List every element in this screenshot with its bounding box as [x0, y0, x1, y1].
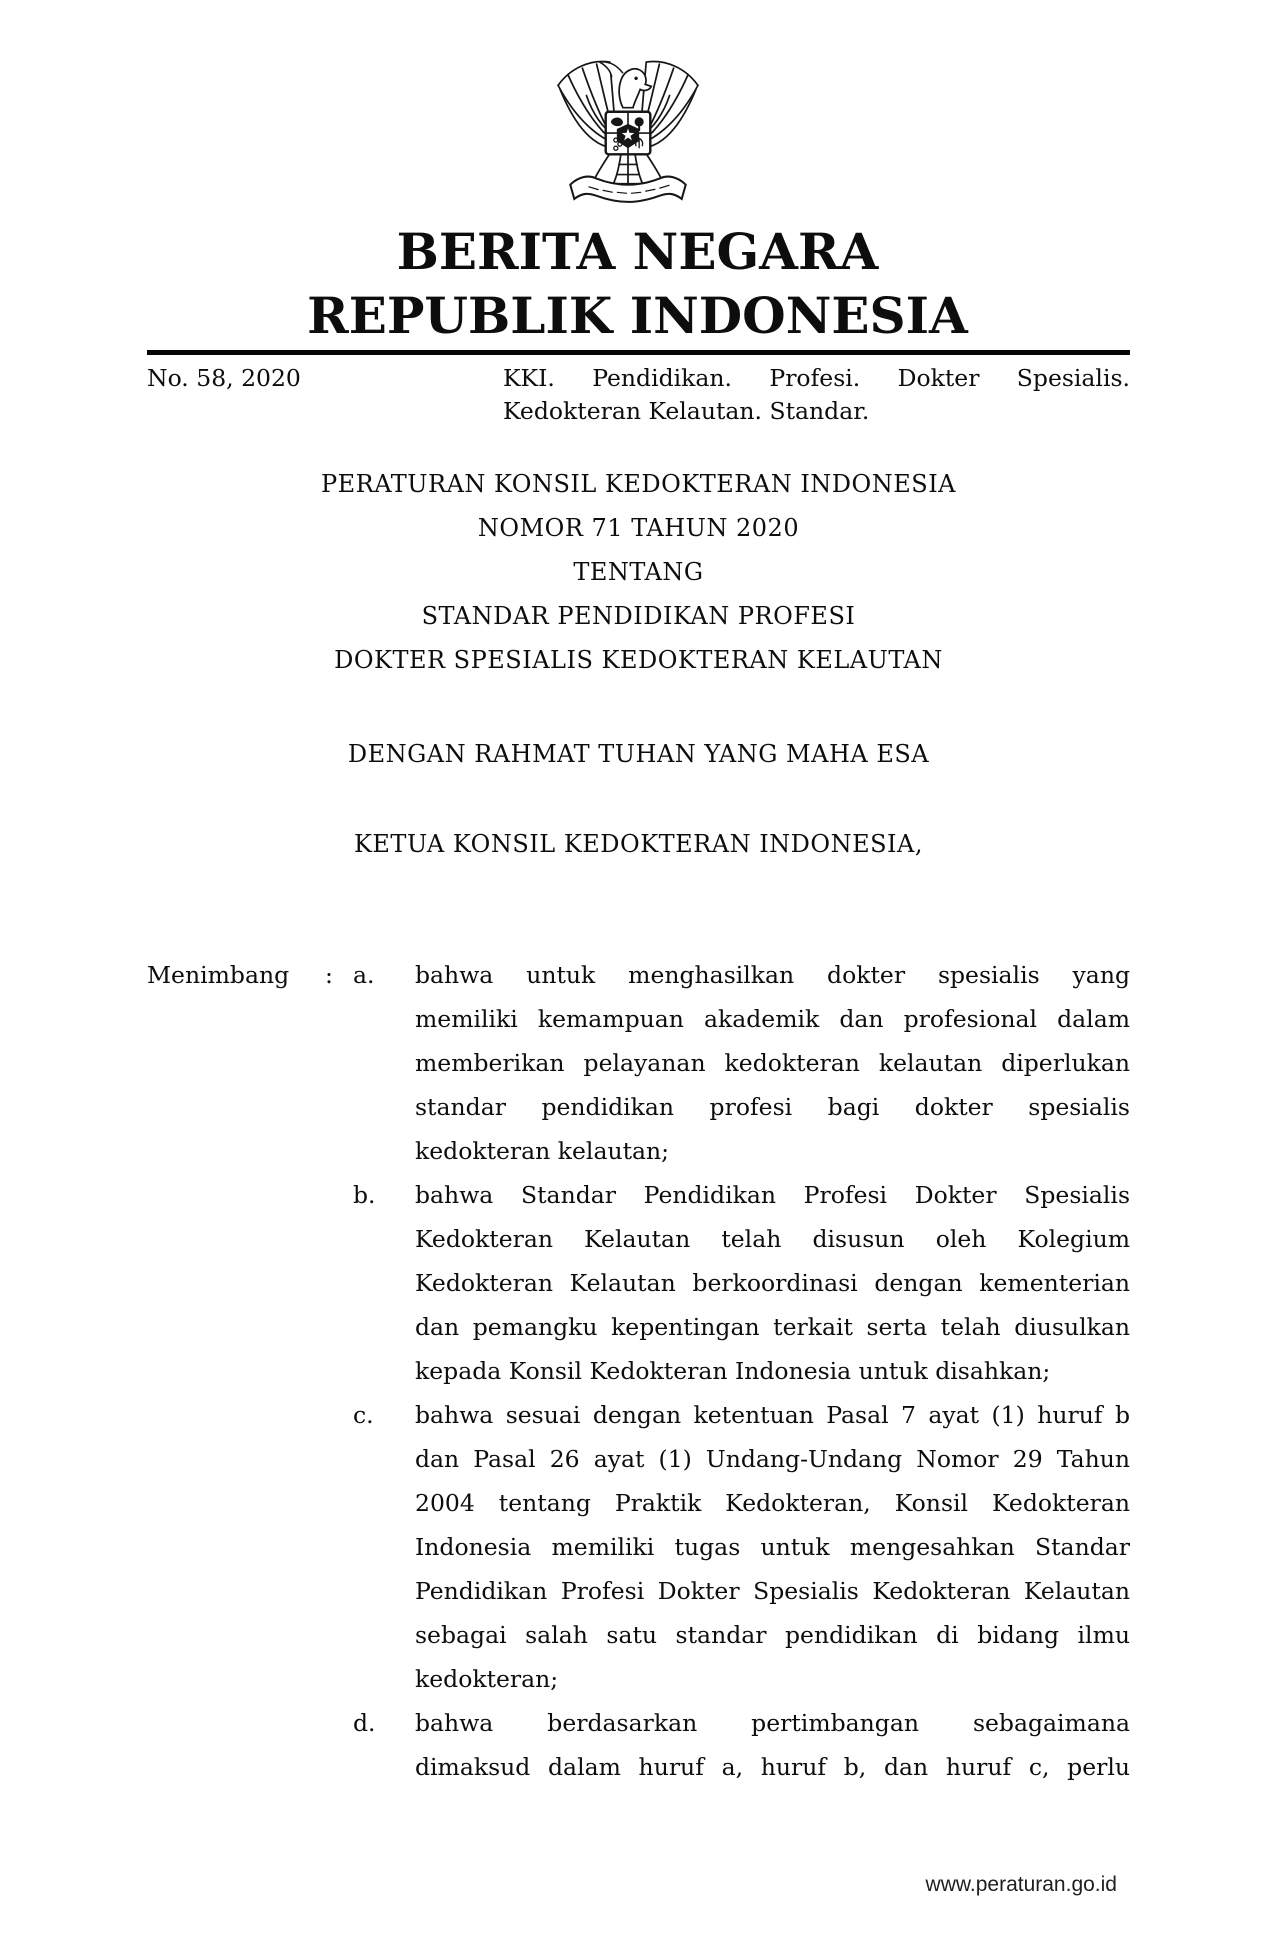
- gazette-subject: [503, 362, 1130, 428]
- gazette-title-line2: REPUBLIK INDONESIA: [307, 286, 968, 345]
- text-line: Pendidikan Profesi Dokter Spesialis Kedokteran Kelautan: [415, 1577, 1130, 1605]
- masthead: [0, 220, 1275, 348]
- text-line: kedokteran;: [415, 1665, 559, 1693]
- text-line: sebagai salah satu standar pendidikan di bidang ilmu: [415, 1621, 1130, 1649]
- regulation-title-line: PERATURAN KONSIL KEDOKTERAN INDONESIA: [321, 470, 956, 498]
- consideration-item: [147, 1393, 1130, 1701]
- text-line: KKI. Pendidikan. Profesi. Dokter Spesialis.: [503, 364, 1130, 392]
- considerations-label: Menimbang: [147, 961, 290, 989]
- text-line: bahwa sesuai dengan ketentuan Pasal 7 ayat (1) huruf b: [415, 1401, 1130, 1429]
- item-text: [415, 1701, 1130, 1789]
- item-text: [415, 953, 1130, 1173]
- regulation-title-line: STANDAR PENDIDIKAN PROFESI: [421, 602, 856, 630]
- consideration-item: [147, 953, 1130, 1173]
- label-separator: [325, 1701, 353, 1789]
- regulation-title: [147, 462, 1130, 682]
- text-line: standar pendidikan profesi bagi dokter spesialis: [415, 1093, 1130, 1121]
- garuda-pancasila-emblem: [552, 54, 704, 210]
- text-line: dan pemangku kepentingan terkait serta telah diusulkan: [415, 1313, 1130, 1341]
- text-line: kepada Konsil Kedokteran Indonesia untuk disahkan;: [415, 1357, 1051, 1385]
- consideration-item: [147, 1173, 1130, 1393]
- considerations-label: [147, 1393, 325, 1701]
- label-separator: [325, 1173, 353, 1393]
- label-separator: :: [325, 961, 333, 989]
- text-line: dimaksud dalam huruf a, huruf b, dan huruf c, perlu: [415, 1753, 1130, 1781]
- regulation-title-line: NOMOR 71 TAHUN 2020: [477, 514, 800, 542]
- label-separator: [325, 1393, 353, 1701]
- text-line: kedokteran kelautan;: [415, 1137, 670, 1165]
- footer-url: www.peraturan.go.id: [925, 1873, 1117, 1896]
- invocation-line: DENGAN RAHMAT TUHAN YANG MAHA ESA: [347, 740, 930, 768]
- text-line: 2004 tentang Praktik Kedokteran, Konsil Kedokteran: [415, 1489, 1130, 1517]
- considerations-section: [147, 953, 1130, 1789]
- text-line: memiliki kemampuan akademik dan profesional dalam: [415, 1005, 1130, 1033]
- text-line: Kedokteran Kelautan. Standar.: [503, 397, 870, 425]
- issuing-official-line: KETUA KONSIL KEDOKTERAN INDONESIA,: [353, 830, 923, 858]
- item-letter: c.: [353, 1401, 374, 1429]
- text-line: Indonesia memiliki tugas untuk mengesahkan Standar: [415, 1533, 1130, 1561]
- text-line: bahwa Standar Pendidikan Profesi Dokter Spesialis: [415, 1181, 1130, 1209]
- text-line: bahwa berdasarkan pertimbangan sebagaimana: [415, 1709, 1130, 1737]
- item-text: [415, 1173, 1130, 1393]
- masthead-rule: [147, 350, 1130, 355]
- gazette-number: No. 58, 2020: [147, 364, 301, 392]
- considerations-label: [147, 1173, 325, 1393]
- consideration-item: [147, 1701, 1130, 1789]
- item-letter: a.: [353, 961, 375, 989]
- text-line: memberikan pelayanan kedokteran kelautan diperlukan: [415, 1049, 1130, 1077]
- gazette-title-line1: BERITA NEGARA: [396, 222, 879, 281]
- text-line: Kedokteran Kelautan telah disusun oleh Kolegium: [415, 1225, 1130, 1253]
- regulation-title-line: TENTANG: [573, 558, 704, 586]
- considerations-label: [147, 1701, 325, 1789]
- regulation-title-line: DOKTER SPESIALIS KEDOKTERAN KELAUTAN: [334, 646, 943, 674]
- text-line: bahwa untuk menghasilkan dokter spesialis yang: [415, 961, 1130, 989]
- item-letter: b.: [353, 1181, 376, 1209]
- item-letter: d.: [353, 1709, 376, 1737]
- text-line: dan Pasal 26 ayat (1) Undang-Undang Nomor 29 Tahun: [415, 1445, 1130, 1473]
- text-line: Kedokteran Kelautan berkoordinasi dengan kementerian: [415, 1269, 1130, 1297]
- item-text: [415, 1393, 1130, 1701]
